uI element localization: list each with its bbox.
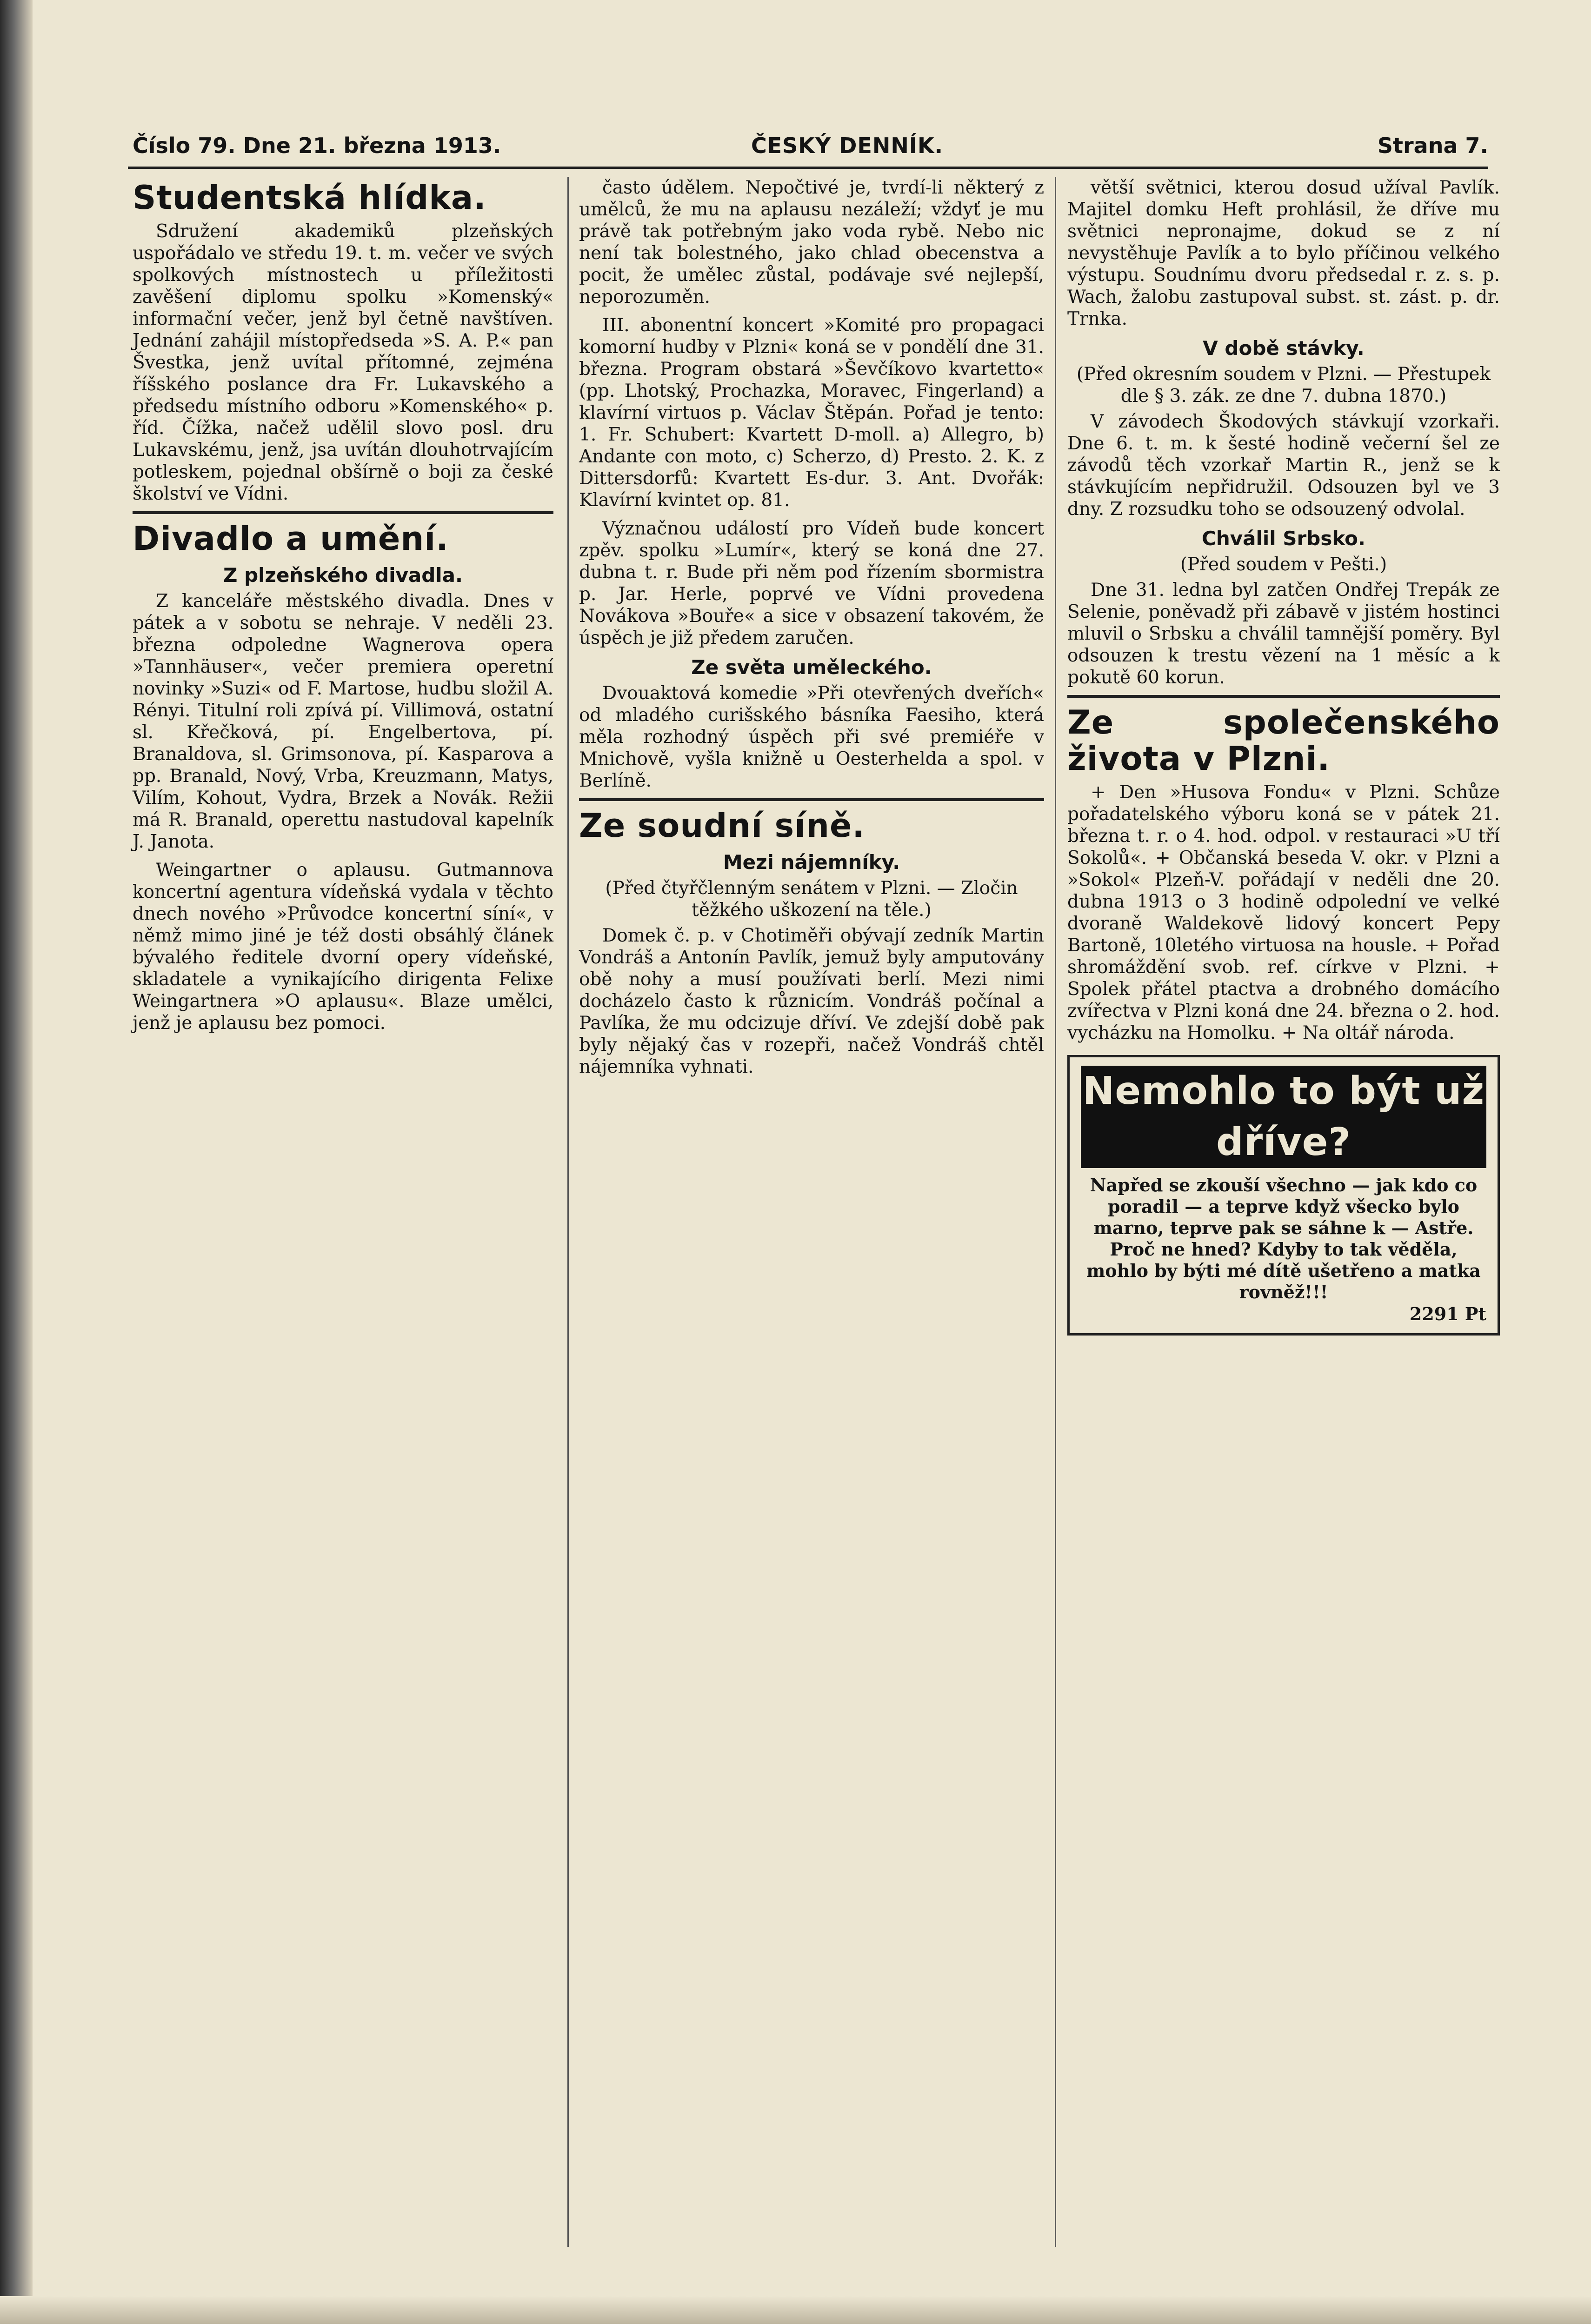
article-paragraph: Dvouaktová komedie »Při otevřených dveřích« od mladého curišského básníka Faesiho, která měla rozhodný úspěch při své premiéře v Mnichově, vyšla knižně u Oesterhelda a spol. v Berlíně. [579,683,1044,791]
article-paragraph: větší světnici, kterou dosud užíval Pavlík. Majitel domku Heft prohlásil, že dříve mu světnici nepronajme, dokud se z ní nevystěhuje Pavlík a to bylo příčinou velkého výstupu. Soudnímu dvoru předsedal r. z. s. p. Wach, žalobu zastupoval subst. st. zást. p. dr. Trnka. [1067,177,1500,329]
section-heading: Divadlo a umění. [133,511,553,557]
article-paragraph: Weingartner o aplausu. Gutmannova koncertní agentura vídeňská vydala v těchto dnech nového »Průvodce koncertní síní«, v němž mimo jiné je též dosti obsáhlý článek bývalého ředitele dvorní opery vídeňské, skladatele a vynikajícího dirigenta Felixe Weingartnera »O aplausu«. Blaze umělci, jenž je aplausu bez pomoci. [133,860,553,1034]
section-heading: Studentská hlídka. [133,179,486,217]
article-paragraph: V závodech Škodových stávkují vzorkaři. Dne 6. t. m. k šesté hodině večerní šel ze závodů těch vzorkař Martin R., jenž se k stávkujícím nepřidružil. Odsouzen byl ve 3 dny. Z rozsudku toho se odsouzený odvolal. [1067,411,1500,520]
article-paragraph: III. abonentní koncert »Komité pro propagaci komorní hudby v Plzni« koná se v pondělí dne 31. března. Program obstará »Ševčíkovo kvartetto« (pp. Lhotský, Prochazka, Moravec, Fingerland) a klavírní virtuos p. Václav Štěpán. Pořad je tento: 1. Fr. Schubert: Kvartett D-moll. a) Allegro, b) Andante con moto, c) Scherzo, d) Presto. 2. K. z Dittersdorfů: Kvartett Es-dur. 3. Ant. Dvořák: Klavírní kvintet op. 81. [579,315,1044,511]
column-divider [567,177,569,2247]
article-paragraph: Dne 31. ledna byl zatčen Ondřej Trepák ze Selenie, poněvadž při zábavě v jistém hostinci mluvil o Srbsku a chválil tamnější poměry. Byl odsouzen k trestu vězení na 1 měsíc a k pokutě 60 korun. [1067,580,1500,688]
article-subheading: Z plzeňského divadla. [223,564,463,587]
column-right [1067,177,1500,1336]
column-left [133,177,553,1041]
newspaper-title: ČESKÝ DENNÍK. [751,133,944,158]
article-subheading: Ze světa uměleckého. [691,656,932,679]
column-middle [579,177,1044,1084]
court-note: (Před soudem v Pešti.) [1180,554,1387,575]
article-paragraph: často údělem. Nepočtivé je, tvrdí-li některý z umělců, že mu na aplausu nezáleží; vždyť je mu právě tak potřebným jako voda rybě. Nebo nic není tak bolestného, jako chlad obecenstva a pocit, že umělec zůstal, podávaje své nejlepší, neporozuměn. [579,177,1044,307]
page-number: Strana 7. [1377,133,1488,158]
advertisement [1067,1055,1500,1336]
article-subheading: Mezi nájemníky. [723,851,900,874]
page-edge-shadow [0,0,33,2324]
page-bottom-shadow [0,2296,1591,2324]
ad-headline: Nemohlo to být už dříve? [1081,1066,1486,1168]
section-heading: Ze společenského života v Plzni. [1067,695,1500,777]
article-paragraph: Sdružení akademiků plzeňských uspořádalo ve středu 19. t. m. večer ve svých spolkových místnostech u příležitosti zavěšení diplomu spolku »Komenský« informační večer, jenž byl četně navštíven. Jednání zahájil místopředseda »S. A. P.« pan Švestka, jenž uvítal přítomné, zejména říšského poslance dra Fr. Lukavského a předsedu místního odboru »Komenského« p. říd. Čížka, načež udělil slovo posl. dru Lukavskému, jenž, jsa uvítán dlouhotrvajícím potleskem, pojednal obšírně o boji za české školství ve Vídni. [133,221,553,504]
article-subheading: Chválil Srbsko. [1202,527,1365,550]
masthead [128,129,1488,169]
ad-code: 2291 Pt [1409,1303,1486,1324]
court-note: (Před čtyřčlenným senátem v Plzni. — Zločin těžkého uškození na těle.) [605,878,1018,921]
article-paragraph: Význačnou událostí pro Vídeň bude koncert zpěv. spolku »Lumír«, který se koná dne 27. dubna t. r. Bude při něm pod řízením sbormistra p. Jar. Herle, poprvé ve Vídni provedena Novákova »Bouře« a sice v obsazení takovém, že úspěch je již předem zaručen. [579,518,1044,648]
court-note: (Před okresním soudem v Plzni. — Přestupek dle § 3. zák. ze dne 7. dubna 1870.) [1076,364,1491,407]
article-paragraph: Domek č. p. v Chotiměři obývají zedník Martin Vondráš a Antonín Pavlík, jemuž byly amputovány obě nohy a musí používati berlí. Mezi nimi docházelo často k různicím. Vondráš počínal a Pavlíka, že mu odcizuje dříví. Ve zdejší době pak byly nějaký čas v rozepři, načež Vondráš chtěl nájemníka vyhnati. [579,925,1044,1077]
article-subheading: V době stávky. [1203,337,1365,360]
issue-date: Číslo 79. Dne 21. března 1913. [133,133,501,158]
ad-body: Napřed se zkouší všechno — jak kdo co poradil — a teprve když všecko bylo marno, teprve pak se sáhne k — Astře. Proč ne hned? Kdyby to tak věděla, mohlo by býti mé dítě ušetřeno a matka rovněž!!! [1086,1175,1481,1302]
column-divider [1055,177,1056,2247]
article-paragraph: + Den »Husova Fondu« v Plzni. Schůze pořadatelského výboru koná se v pátek 21. března t. r. o 4. hod. odpol. v restauraci »U tří Sokolů«. + Občanská beseda V. okr. v Plzni a »Sokol« Plzeň-V. pořádají v neděli dne 20. dubna 1913 o 3 hodině odpolední ve velké dvoraně Waldekově lidový koncert Pepy Bartoně, 10letého virtuosa na housle. + Pořad shromáždění svob. ref. církve v Plzni. + Spolek přátel ptactva a drobného domácího zvířectva v Plzni koná dne 24. března o 2. hod. vycházku na Homolku. + Na oltář národa. [1067,782,1500,1043]
section-heading: Ze soudní síně. [579,798,1044,844]
article-paragraph: Z kanceláře městského divadla. Dnes v pátek a v sobotu se nehraje. V neděli 23. března odpoledne Wagnerova opera »Tannhäuser«, večer premiera operetní novinky »Suzi« od F. Martose, hudbu složil A. Rényi. Titulní roli zpívá pí. Villimová, ostatní sl. Křečková, pí. Engelbertova, pí. Branaldova, sl. Grimsonova, pí. Kasparova a pp. Branald, Nový, Vrba, Kreuzmann, Matys, Vilím, Kohout, Vydra, Brzek a Novák. Režii má R. Branald, operettu nastudoval kapelník J. Janota. [133,591,553,852]
